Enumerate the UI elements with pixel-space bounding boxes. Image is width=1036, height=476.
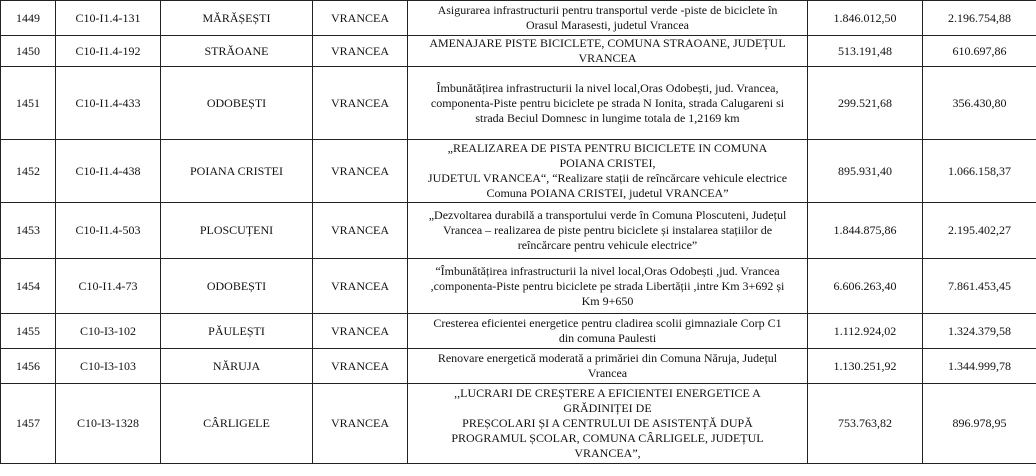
value-cell: 1.112.924,02 <box>808 314 923 349</box>
total-value-cell: 1.324.379,58 <box>923 314 1036 349</box>
total-value-cell: 2.196.754,88 <box>923 1 1036 36</box>
project-description-cell <box>408 1 808 36</box>
project-description-cell <box>408 67 808 140</box>
row-number-cell: 1450 <box>1 36 56 67</box>
description-line: VRANCEA”, <box>574 446 641 460</box>
value-cell: 1.846.012,50 <box>808 1 923 36</box>
description-line: VRANCEA <box>578 51 637 65</box>
description-line: din comuna Paulesti <box>558 331 657 345</box>
project-code-cell: C10-I1.4-131 <box>56 1 161 36</box>
total-value-cell: 356.430,80 <box>923 67 1036 140</box>
table-row <box>1 314 1036 349</box>
county-cell: VRANCEA <box>313 67 408 140</box>
total-value-cell: 1.066.158,37 <box>923 140 1036 203</box>
total-value-cell: 2.195.402,27 <box>923 203 1036 259</box>
description-line: GRĂDINIȚEI DE <box>563 401 652 415</box>
description-line: Vrancea <box>587 366 628 380</box>
description-line: „Dezvoltarea durabilă a transportului verde în Comuna Ploscuteni, Județul <box>428 208 787 222</box>
description-line: JUDETUL VRANCEA“, “Realizare stații de reîncărcare vehicule electrice <box>427 171 788 185</box>
county-cell: VRANCEA <box>313 203 408 259</box>
project-description-cell <box>408 314 808 349</box>
table-row <box>1 349 1036 384</box>
description-line: componenta-Piste pentru biciclete pe strada N Ionita, strada Calugareni si <box>430 95 785 110</box>
description-line: Vrancea – realizarea de piste pentru biciclete și instalarea stațiilor de <box>442 223 773 237</box>
county-cell: VRANCEA <box>313 140 408 203</box>
description-line: strada Beciul Domnesc in lungime totala de 1,2169 km <box>475 110 740 125</box>
value-cell: 299.521,68 <box>808 67 923 140</box>
project-description-cell <box>408 259 808 314</box>
locality-cell: PLOSCUȚENI <box>161 203 313 259</box>
table-row <box>1 67 1036 140</box>
locality-cell: STRĂOANE <box>161 36 313 67</box>
value-cell: 895.931,40 <box>808 140 923 203</box>
table-row <box>1 1 1036 36</box>
row-number-cell: 1449 <box>1 1 56 36</box>
total-value-cell: 7.861.453,45 <box>923 259 1036 314</box>
project-code-cell: C10-I1.4-438 <box>56 140 161 203</box>
description-line: Asigurarea infrastructurii pentru transportul verde -piste de biciclete în <box>437 3 778 17</box>
table-body <box>1 1 1036 464</box>
project-description-cell <box>408 203 808 259</box>
project-code-cell: C10-I1.4-433 <box>56 67 161 140</box>
description-line: ,,LUCRARI DE CREȘTERE A EFICIENTEI ENERGETICE A <box>454 386 761 400</box>
county-cell: VRANCEA <box>313 259 408 314</box>
description-line: „REALIZAREA DE PISTA PENTRU BICICLETE IN COMUNA <box>447 141 768 155</box>
table-row <box>1 140 1036 203</box>
county-cell: VRANCEA <box>313 384 408 464</box>
table-row <box>1 36 1036 67</box>
description-line: ,componenta-Piste pentru biciclete pe strada Libertății ,intre Km 3+692 și <box>430 278 785 293</box>
locality-cell: ODOBEȘTI <box>161 67 313 140</box>
description-line: Comuna POIANA CRISTEI, judetul VRANCEA” <box>486 186 729 200</box>
project-code-cell: C10-I3-102 <box>56 314 161 349</box>
project-code-cell: C10-I3-103 <box>56 349 161 384</box>
total-value-cell: 610.697,86 <box>923 36 1036 67</box>
row-number-cell: 1457 <box>1 384 56 464</box>
project-code-cell: C10-I1.4-503 <box>56 203 161 259</box>
project-description-cell <box>408 140 808 203</box>
description-line: PREȘCOLARI ȘI A CENTRULUI DE ASISTENȚĂ DUPĂ <box>462 416 753 430</box>
county-cell: VRANCEA <box>313 1 408 36</box>
description-line: Km 9+650 <box>581 293 634 308</box>
row-number-cell: 1454 <box>1 259 56 314</box>
table-row <box>1 259 1036 314</box>
project-description-cell <box>408 384 808 464</box>
county-cell: VRANCEA <box>313 314 408 349</box>
description-line: POIANA CRISTEI, <box>559 156 656 170</box>
description-line: Îmbunătățirea infrastructurii la nivel local,Oras Odobești, jud. Vrancea, <box>436 80 779 95</box>
value-cell: 1.844.875,86 <box>808 203 923 259</box>
county-cell: VRANCEA <box>313 36 408 67</box>
table-row <box>1 384 1036 464</box>
value-cell: 1.130.251,92 <box>808 349 923 384</box>
description-line: “Îmbunătățirea infrastructurii la nivel local,Oras Odobești ,jud. Vrancea <box>435 263 780 278</box>
locality-cell: ODOBEȘTI <box>161 259 313 314</box>
locality-cell: POIANA CRISTEI <box>161 140 313 203</box>
description-line: Orasul Marasesti, judetul Vrancea <box>525 18 689 32</box>
total-value-cell: 896.978,95 <box>923 384 1036 464</box>
description-line: reîncărcare pentru vehicule electrice” <box>517 238 698 252</box>
project-code-cell: C10-I3-1328 <box>56 384 161 464</box>
row-number-cell: 1455 <box>1 314 56 349</box>
total-value-cell: 1.344.999,78 <box>923 349 1036 384</box>
project-code-cell: C10-I1.4-73 <box>56 259 161 314</box>
table-row <box>1 203 1036 259</box>
locality-cell: MĂRĂȘEȘTI <box>161 1 313 36</box>
description-line: Renovare energetică moderată a primăriei din Comuna Năruja, Județul <box>437 351 778 365</box>
value-cell: 513.191,48 <box>808 36 923 67</box>
locality-cell: NĂRUJA <box>161 349 313 384</box>
description-line: Cresterea eficientei energetice pentru cladirea scolii gimnaziale Corp C1 <box>433 316 782 330</box>
value-cell: 753.763,82 <box>808 384 923 464</box>
description-line: PROGRAMUL ȘCOLAR, COMUNA CÂRLIGELE, JUDEȚUL <box>451 431 764 445</box>
row-number-cell: 1452 <box>1 140 56 203</box>
locality-cell: CÂRLIGELE <box>161 384 313 464</box>
value-cell: 6.606.263,40 <box>808 259 923 314</box>
row-number-cell: 1451 <box>1 67 56 140</box>
locality-cell: PĂULEȘTI <box>161 314 313 349</box>
row-number-cell: 1453 <box>1 203 56 259</box>
project-description-cell <box>408 36 808 67</box>
row-number-cell: 1456 <box>1 349 56 384</box>
county-cell: VRANCEA <box>313 349 408 384</box>
project-description-cell <box>408 349 808 384</box>
project-code-cell: C10-I1.4-192 <box>56 36 161 67</box>
description-line: AMENAJARE PISTE BICICLETE, COMUNA STRAOANE, JUDEȚUL <box>429 36 786 50</box>
